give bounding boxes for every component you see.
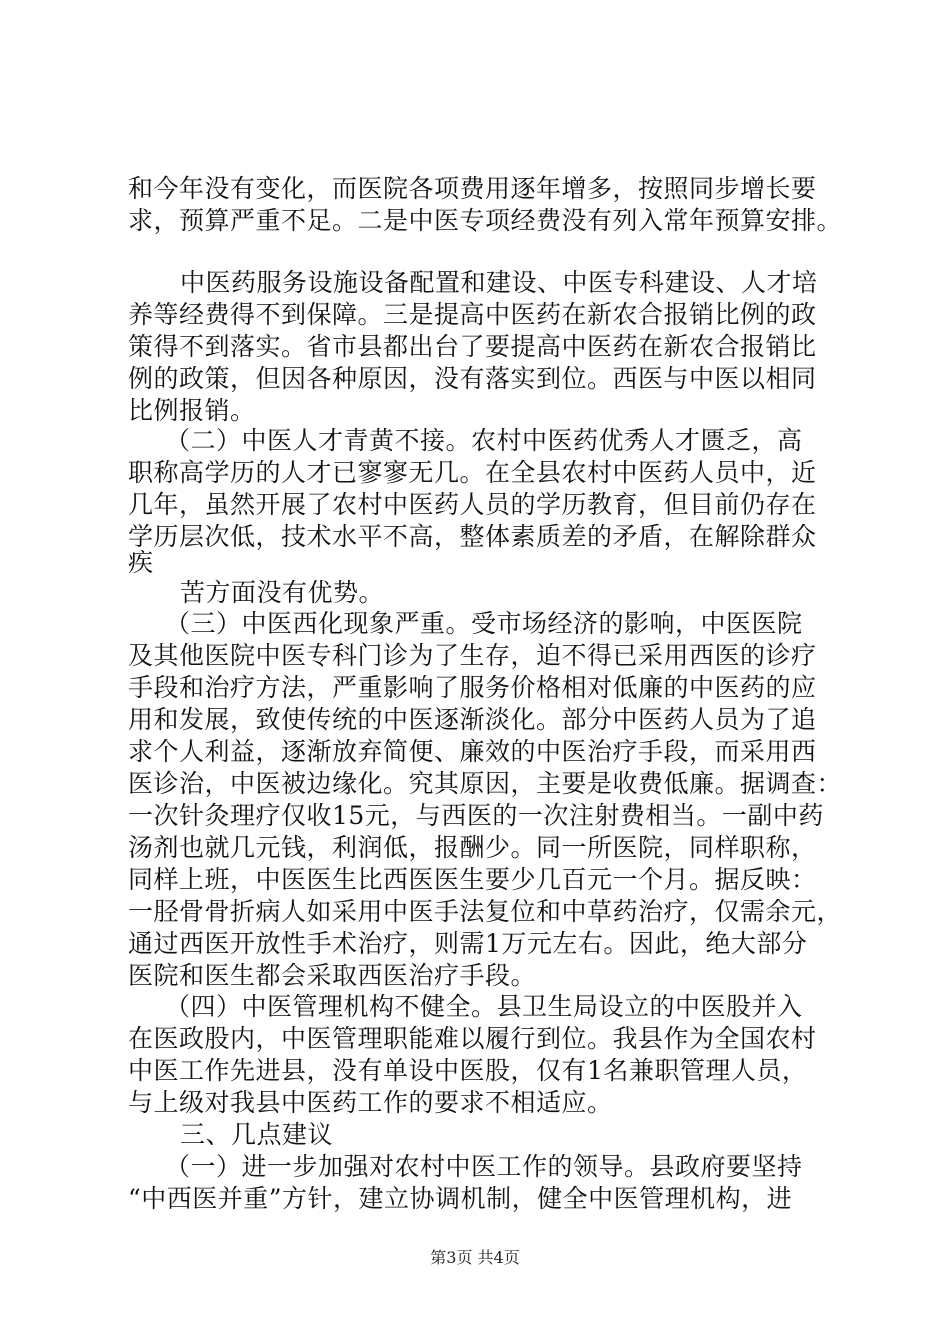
body-line: 在医政股内，中医管理职能难以履行到位。我县作为全国农村 [128,1024,817,1053]
body-line: 及其他医院中医专科门诊为了生存，迫不得已采用西医的诊疗 [128,641,817,670]
section-heading-line: （三）中医西化现象严重。受市场经济的影响，中医医院 [165,609,803,638]
body-line: 比例报销。 [128,396,256,425]
body-line: 中医药服务设施设备配置和建设、中医专科建设、人才培 [180,268,818,297]
body-line: 一胫骨骨折病人如采用中医手法复位和中草药治疗，仅需余元， [128,897,843,926]
body-line: 策得不到落实。省市县都出台了要提高中医药在新农合报销比 [128,332,817,361]
body-line: 求，预算严重不足。二是中医专项经费没有列入常年预算安排。 [128,206,843,235]
section-heading-line: （一）进一步加强对农村中医工作的领导。县政府要坚持 [165,1152,803,1181]
section-heading-line: （四）中医管理机构不健全。县卫生局设立的中医股并入 [165,992,803,1021]
body-line: 与上级对我县中医药工作的要求不相适应。 [128,1088,613,1117]
body-line: 中医工作先进县，没有单设中医股，仅有1名兼职管理人员， [128,1056,808,1085]
body-line: 同样上班，中医医生比西医医生要少几百元一个月。据反映： [128,865,817,894]
body-line: 求个人利益，逐渐放弃简便、廉效的中医治疗手段，而采用西 [128,737,817,766]
body-line: 和今年没有变化，而医院各项费用逐年增多，按照同步增长要 [128,174,817,203]
body-line: 手段和治疗方法，严重影响了服务价格相对低廉的中医药的应 [128,673,817,702]
body-line: 职称高学历的人才已寥寥无几。在全县农村中医药人员中，近 [128,458,817,487]
body-line: “中西医并重”方针，建立协调机制，健全中医管理机构，进 [128,1184,793,1213]
section-title: 三、几点建议 [180,1120,334,1149]
body-line: 医院和医生都会采取西医治疗手段。 [128,961,537,990]
body-line: 苦方面没有优势。 [180,578,385,607]
body-line: 一次针灸理疗仅收15元，与西医的一次注射费相当。一副中药 [128,801,824,830]
body-line: 疾 [128,548,154,577]
body-line: 通过西医开放性手术治疗，则需1万元左右。因此，绝大部分 [128,929,808,958]
body-line: 学历层次低，技术水平不高，整体素质差的矛盾，在解除群众 [128,522,817,551]
body-line: 养等经费得不到保障。三是提高中医药在新农合报销比例的政 [128,300,817,329]
body-line: 用和发展，致使传统的中医逐渐淡化。部分中医药人员为了追 [128,705,817,734]
body-line: 例的政策，但因各种原因，没有落实到位。西医与中医以相同 [128,364,817,393]
body-line: 医诊治，中医被边缘化。究其原因，主要是收费低廉。据调查： [128,769,843,798]
page-footer: 第3页 共4页 [430,1248,520,1267]
section-heading-line: （二）中医人才青黄不接。农村中医药优秀人才匮乏，高 [165,426,803,455]
body-line: 几年，虽然开展了农村中医药人员的学历教育，但目前仍存在 [128,490,817,519]
body-line: 汤剂也就几元钱，利润低，报酬少。同一所医院，同样职称， [128,833,817,862]
